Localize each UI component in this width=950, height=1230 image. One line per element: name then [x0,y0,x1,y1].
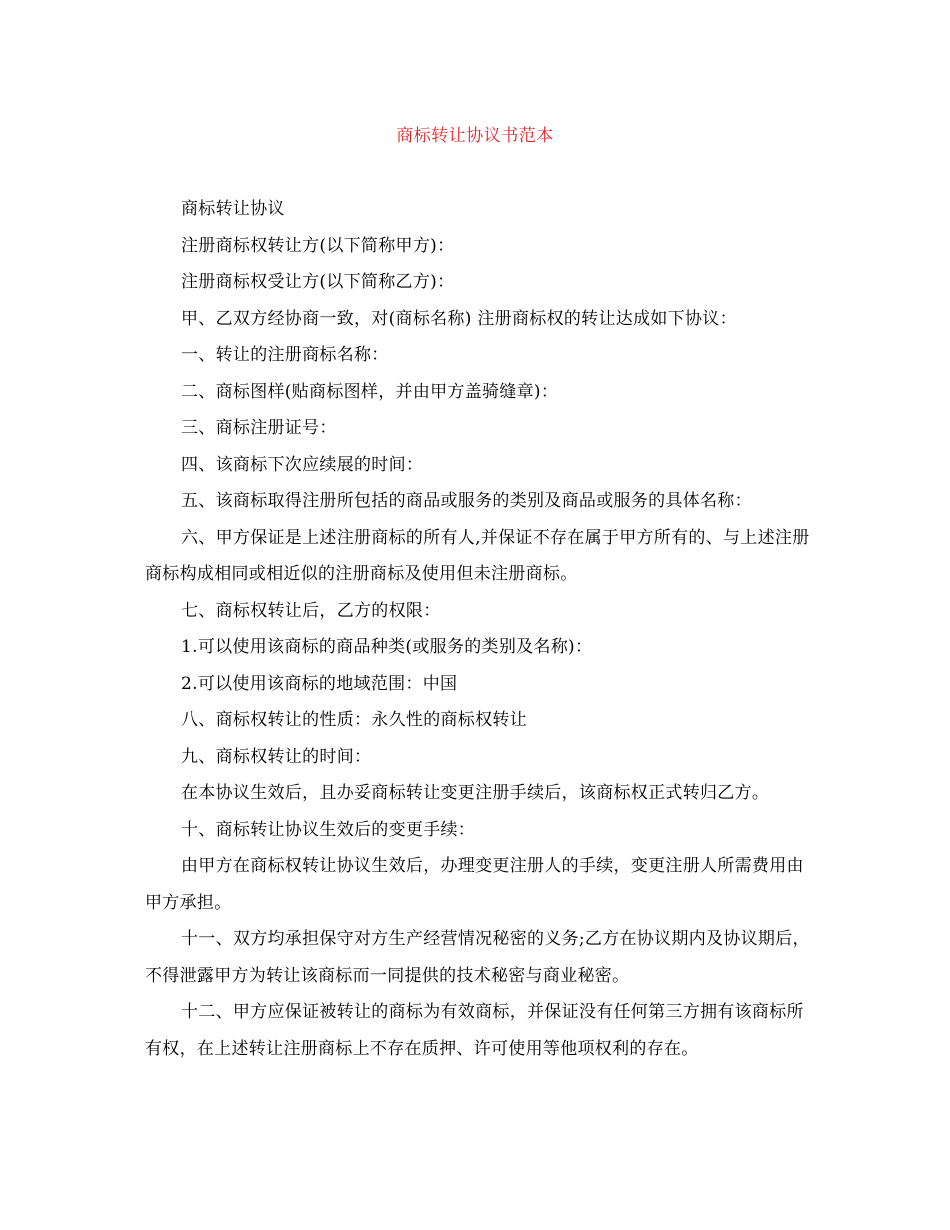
document-body [145,191,810,1067]
clause-12: 十二、甲方应保证被转让的商标为有效商标，并保证没有任何第三方拥有该商标所有权，在上述转让注册商标上不存在质押、许可使用等他项权利的存在。 [145,1002,804,1059]
paragraph-preamble: 甲、乙双方经协商一致，对(商标名称) 注册商标权的转让达成如下协议： [181,308,737,329]
document-title: 商标转让协议书范本 [396,126,554,146]
clause-9: 九、商标权转让的时间： [181,746,372,767]
paragraph-transferor: 注册商标权转让方(以下简称甲方)： [181,235,455,256]
clause-5: 五、该商标取得注册所包括的商品或服务的类别及商品或服务的具体名称： [181,491,752,511]
clause-10-detail: 由甲方在商标权转让协议生效后，办理变更注册人的手续，变更注册人所需费用由甲方承担。 [145,856,804,913]
clause-7: 七、商标权转让后，乙方的权限： [181,600,441,621]
clause-1: 一、转让的注册商标名称： [181,345,389,365]
clause-4: 四、该商标下次应续展的时间： [181,454,424,475]
paragraph-transferee: 注册商标权受让方(以下简称乙方)： [181,272,455,292]
clause-11: 十一、双方均承担保守对方生产经营情况秘密的义务;乙方在协议期内及协议期后，不得泄露甲方为转让该商标而一同提供的技术秘密与商业秘密。 [145,929,810,986]
clause-10: 十、商标转让协议生效后的变更手续： [181,819,476,840]
clause-2: 二、商标图样(贴商标图样，并由甲方盖骑缝章)： [181,381,559,402]
clause-7-item-1: 1.可以使用该商标的商品种类(或服务的类别及名称)： [181,637,593,657]
clause-9-detail: 在本协议生效后，且办妥商标转让变更注册手续后，该商标权正式转归乙方。 [181,783,770,803]
clause-3: 三、商标注册证号： [181,418,337,438]
clause-8: 八、商标权转让的性质：永久性的商标权转让 [181,710,527,730]
clause-7-item-2: 2.可以使用该商标的地域范围：中国 [181,673,458,694]
clause-6: 六、甲方保证是上述注册商标的所有人,并保证不存在属于甲方所有的、与上述注册商标构成相同或相近似的注册商标及使用但未注册商标。 [145,527,810,584]
paragraph-heading: 商标转让协议 [181,199,285,219]
